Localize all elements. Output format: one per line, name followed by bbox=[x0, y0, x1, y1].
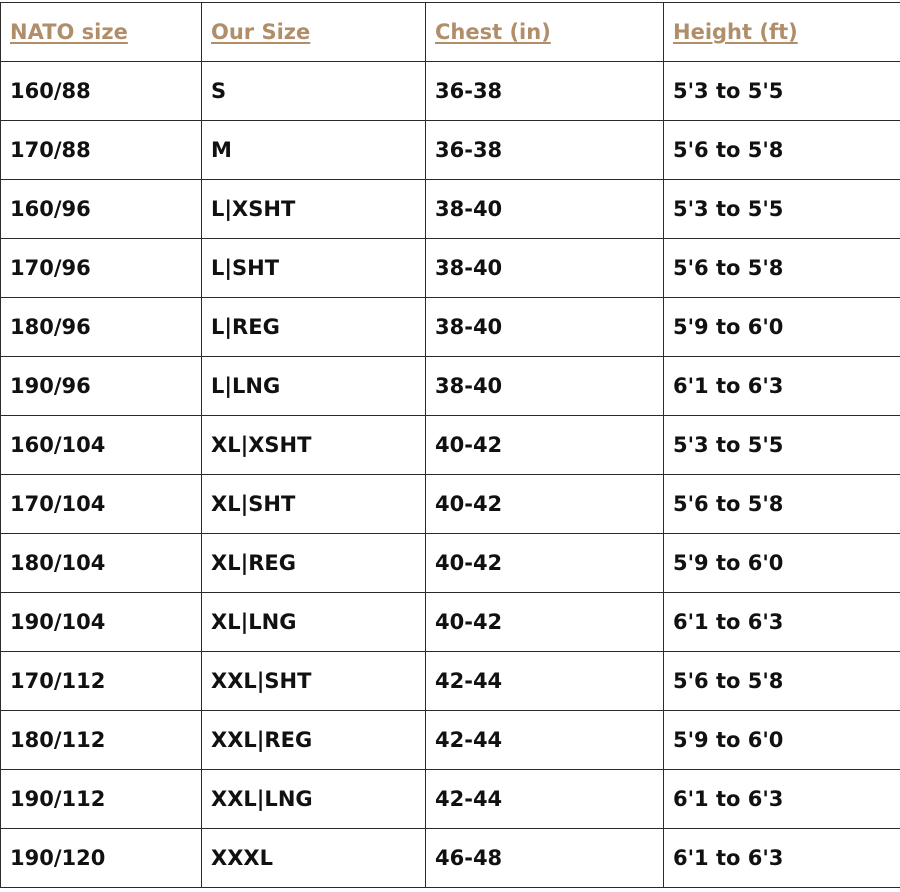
chest-cell: 36-38 bbox=[426, 121, 664, 180]
table-row bbox=[1, 357, 900, 416]
table-row bbox=[1, 475, 900, 534]
height-cell: 6'1 to 6'3 bbox=[664, 829, 900, 888]
our-size-cell: XL|XSHT bbox=[202, 416, 426, 475]
table-row bbox=[1, 829, 900, 888]
chest-cell: 40-42 bbox=[426, 593, 664, 652]
nato-size-cell: 180/96 bbox=[1, 298, 202, 357]
chest-cell: 40-42 bbox=[426, 416, 664, 475]
size-chart-header bbox=[1, 3, 900, 62]
chest-cell: 46-48 bbox=[426, 829, 664, 888]
nato-size-cell: 160/96 bbox=[1, 180, 202, 239]
our-size-cell: S bbox=[202, 62, 426, 121]
our-size-cell: L|REG bbox=[202, 298, 426, 357]
height-cell: 5'3 to 5'5 bbox=[664, 416, 900, 475]
nato-size-cell: 190/120 bbox=[1, 829, 202, 888]
chest-cell: 42-44 bbox=[426, 652, 664, 711]
chest-cell: 42-44 bbox=[426, 770, 664, 829]
height-cell: 5'6 to 5'8 bbox=[664, 652, 900, 711]
header-chest: Chest (in) bbox=[426, 3, 664, 62]
our-size-cell: XXL|REG bbox=[202, 711, 426, 770]
header-row bbox=[1, 3, 900, 62]
height-cell: 5'6 to 5'8 bbox=[664, 475, 900, 534]
table-row bbox=[1, 652, 900, 711]
table-row bbox=[1, 711, 900, 770]
table-row bbox=[1, 239, 900, 298]
size-chart-body bbox=[1, 62, 900, 888]
table-row bbox=[1, 770, 900, 829]
header-nato-size: NATO size bbox=[1, 3, 202, 62]
header-our-size: Our Size bbox=[202, 3, 426, 62]
height-cell: 5'3 to 5'5 bbox=[664, 62, 900, 121]
chest-cell: 38-40 bbox=[426, 180, 664, 239]
our-size-cell: XXL|LNG bbox=[202, 770, 426, 829]
our-size-cell: XL|REG bbox=[202, 534, 426, 593]
our-size-cell: L|LNG bbox=[202, 357, 426, 416]
our-size-cell: XL|SHT bbox=[202, 475, 426, 534]
height-cell: 6'1 to 6'3 bbox=[664, 357, 900, 416]
height-cell: 5'9 to 6'0 bbox=[664, 711, 900, 770]
chest-cell: 40-42 bbox=[426, 534, 664, 593]
table-row bbox=[1, 121, 900, 180]
our-size-cell: L|XSHT bbox=[202, 180, 426, 239]
nato-size-cell: 170/96 bbox=[1, 239, 202, 298]
table-row bbox=[1, 593, 900, 652]
chest-cell: 38-40 bbox=[426, 239, 664, 298]
table-row bbox=[1, 62, 900, 121]
our-size-cell: XXL|SHT bbox=[202, 652, 426, 711]
height-cell: 5'9 to 6'0 bbox=[664, 298, 900, 357]
height-cell: 5'3 to 5'5 bbox=[664, 180, 900, 239]
our-size-cell: M bbox=[202, 121, 426, 180]
chest-cell: 40-42 bbox=[426, 475, 664, 534]
chest-cell: 36-38 bbox=[426, 62, 664, 121]
height-cell: 6'1 to 6'3 bbox=[664, 770, 900, 829]
chest-cell: 38-40 bbox=[426, 357, 664, 416]
height-cell: 5'6 to 5'8 bbox=[664, 239, 900, 298]
nato-size-cell: 180/104 bbox=[1, 534, 202, 593]
nato-size-cell: 190/112 bbox=[1, 770, 202, 829]
nato-size-cell: 170/88 bbox=[1, 121, 202, 180]
nato-size-cell: 170/104 bbox=[1, 475, 202, 534]
our-size-cell: L|SHT bbox=[202, 239, 426, 298]
table-row bbox=[1, 180, 900, 239]
table-row bbox=[1, 416, 900, 475]
nato-size-cell: 180/112 bbox=[1, 711, 202, 770]
height-cell: 5'6 to 5'8 bbox=[664, 121, 900, 180]
height-cell: 5'9 to 6'0 bbox=[664, 534, 900, 593]
nato-size-cell: 190/96 bbox=[1, 357, 202, 416]
nato-size-cell: 170/112 bbox=[1, 652, 202, 711]
chest-cell: 42-44 bbox=[426, 711, 664, 770]
nato-size-cell: 160/104 bbox=[1, 416, 202, 475]
header-height: Height (ft) bbox=[664, 3, 900, 62]
size-chart-table bbox=[0, 2, 900, 888]
nato-size-cell: 160/88 bbox=[1, 62, 202, 121]
height-cell: 6'1 to 6'3 bbox=[664, 593, 900, 652]
our-size-cell: XXXL bbox=[202, 829, 426, 888]
table-row bbox=[1, 298, 900, 357]
chest-cell: 38-40 bbox=[426, 298, 664, 357]
table-row bbox=[1, 534, 900, 593]
our-size-cell: XL|LNG bbox=[202, 593, 426, 652]
nato-size-cell: 190/104 bbox=[1, 593, 202, 652]
